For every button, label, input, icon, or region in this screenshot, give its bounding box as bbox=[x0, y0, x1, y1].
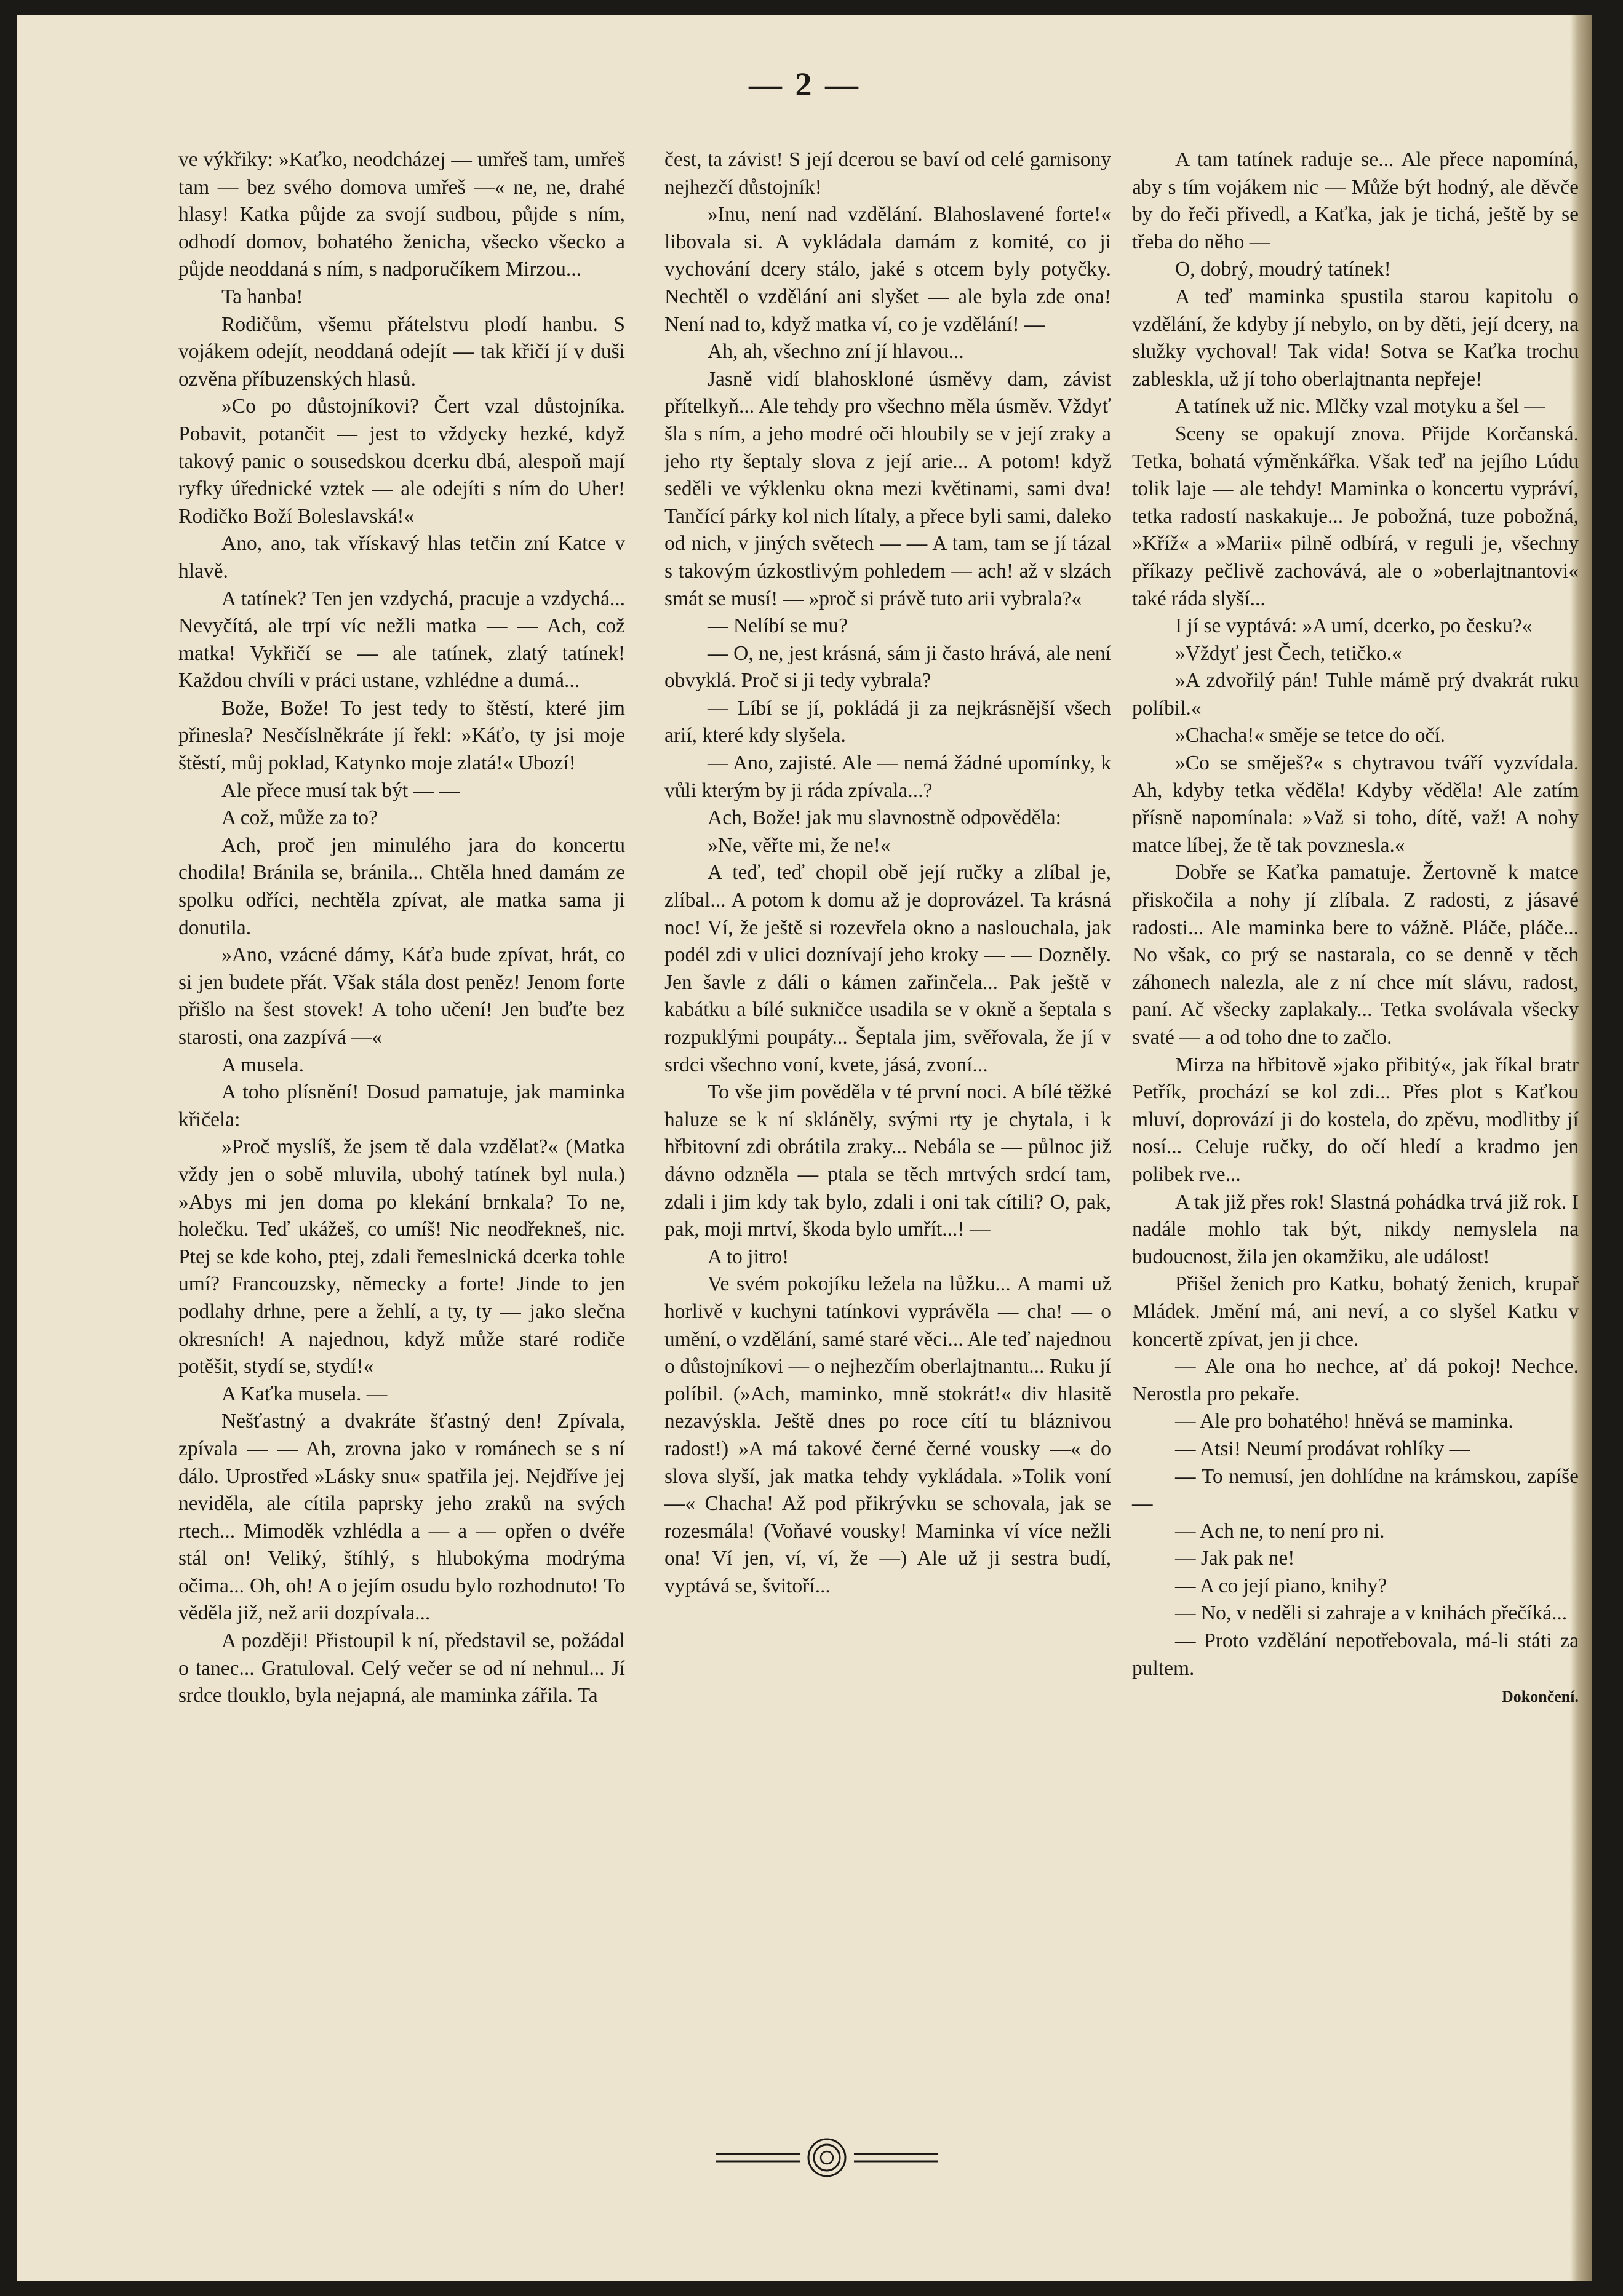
paragraph: Ah, ah, všechno zní jí hlavou... bbox=[708, 340, 964, 363]
paragraph: Ach, Bože! jak mu slavnostně odpověděla: bbox=[708, 806, 1061, 830]
paragraph: I jí se vyptává: »A umí, dcerko, po česku?« bbox=[1175, 614, 1533, 638]
paragraph: — Proto vzdělání nepotřebovala, má-li státi za pultem. bbox=[1132, 1629, 1579, 1680]
paragraph: ve výkřiky: »Kaťko, neodcházej — umřeš tam, umřeš tam — bez svého domova umřeš —« ne, ne, drahé hlasy! Katka půjde za svojí sudbou, půjde s ním, odhodí domov, bohatého ženicha, všecko všecko a půjde neoddaná s ním, s nadporučíkem Mirzou... bbox=[178, 148, 625, 281]
paragraph: »Chacha!« směje se tetce do očí. bbox=[1175, 724, 1446, 747]
paragraph: Přišel ženich pro Katku, bohatý ženich, krupař Mládek. Jmění má, ani neví, a co slyšel Katku v koncertě zpívat, jen ji chce. bbox=[1132, 1273, 1579, 1351]
paragraph: A tatínek už nic. Mlčky vzal motyku a šel — bbox=[1175, 395, 1545, 418]
paragraph: »Inu, není nad vzdělání. Blahoslavené forte!« libovala si. A vykládala damám z komité, co ji vychování dcery stálo, jaké s otcem byly potyčky. Nechtěl o vzdělání ani slyšet — ale byla zde ona! Není nad to, když matka ví, co je vzdělání! — bbox=[664, 203, 1111, 336]
paragraph: — Atsi! Neumí prodávat rohlíky — bbox=[1175, 1437, 1470, 1460]
paragraph: — Ale ona ho nechce, ať dá pokoj! Nechce. Nerostla pro pekaře. bbox=[1132, 1355, 1579, 1405]
paragraph: A což, může za to? bbox=[221, 806, 378, 830]
paragraph: A to jitro! bbox=[708, 1245, 789, 1268]
continuation-signature: Dokončení. bbox=[1502, 1688, 1579, 1706]
paragraph: Jasně vidí blahoskloné úsměvy dam, závist přítelkyň... Ale tehdy pro všechno měla úsměv. Vždyť šla s ním, a jeho modré oči hloubily se v její zraky a jeho rty šeptaly slova z její arie... A potom! když seděli ve výklenku okna mezi květinami, sami dva! Tančící párky kol nich lítaly, a přece byli sami, daleko od nich, v jiných světech — — A tam, tam se jí tázal s takovým úzkostlivým pohledem — ach! až v slzách smát se musí! — »proč si právě tuto arii vybrala?« bbox=[664, 367, 1111, 610]
end-ornament bbox=[716, 2135, 938, 2180]
paragraph: — No, v neděli si zahraje a v knihách přečíká... bbox=[1175, 1602, 1568, 1625]
paragraph: »A zdvořilý pán! Tuhle mámě prý dvakrát ruku políbil.« bbox=[1132, 669, 1579, 720]
paragraph: A Kaťka musela. — bbox=[221, 1382, 388, 1405]
paragraph: A toho plísnění! Dosud pamatuje, jak maminka křičela: bbox=[178, 1081, 625, 1131]
paragraph: »Co se směješ?« s chytravou tváří vyzvídala. Ah, kdyby tetka věděla! Kdyby věděla! Ale zatím přísně napomínala: »Važ si toho, dítě, važ! A nohy matce líbej, že tě tak povznesla.« bbox=[1132, 752, 1579, 857]
paragraph: Ve svém pokojíku ležela na lůžku... A mami už horlivě v kuchyni tatínkovi vyprávěla — cha! — o umění, o vzdělání, samé staré věci... Ale teď najednou o důstojníkovi — o nejhezčím oberlajtnantu... Ruku jí políbil. (»Ach, maminko, mně stokrát!« div hlasitě nezavýskla. Ještě dnes po roce cítí tu bláznivou radost!) »A má takové černé černé vousky —« do slova slyší, jak matka tehdy vykládala. »Tolik voní —« Chacha! Až pod přikrývku se schovala, jak se rozesmála! (Voňavé vousky! Maminka ví více nežli ona! Ví jen, ví, ví, že —) Ale už ji sestra budí, vyptává se, švitoří... bbox=[664, 1273, 1111, 1597]
paragraph: A teď maminka spustila starou kapitolu o vzdělání, že kdyby jí nebylo, on by děti, její dcery, na služky vychoval! Tak vida! Sotva se Kaťka trochu zableskla, už jí toho oberlajtnanta nepřeje! bbox=[1132, 285, 1579, 391]
newspaper-page bbox=[17, 15, 1592, 2281]
paragraph: Ano, ano, tak vřískavý hlas tetčin zní Katce v hlavě. bbox=[178, 532, 625, 582]
paragraph: Sceny se opakují znova. Přijde Korčanská. Tetka, bohatá výměnkářka. Však teď na jejího Lúdu tolik laje — ale tehdy! Maminka o koncertu vypráví, tetka radostí naskakuje... Je pobožná, tuze pobožná, »Kříž« a »Marii« pilně odbírá, v reguli je, všechny příkazy pečlivě zachovává, ale o »oberlajtnantovi« také ráda slyší... bbox=[1132, 422, 1579, 610]
text-column-right bbox=[1132, 146, 1579, 1711]
paragraph: A musela. bbox=[221, 1053, 304, 1076]
paragraph: — Líbí se jí, pokládá ji za nejkrásnější všech arií, které kdy slyšela. bbox=[664, 696, 1111, 747]
paragraph: A tam tatínek raduje se... Ale přece napomíná, aby s tím vojákem nic — Může být hodný, ale děvče by do řeči přivedl, a Kaťka, jak je tichá, ještě by se třeba do něho — bbox=[1132, 148, 1579, 253]
text-column-middle bbox=[664, 146, 1111, 1600]
paragraph: »Vždyť jest Čech, tetičko.« bbox=[1175, 642, 1402, 665]
paragraph: Ach, proč jen minulého jara do koncertu chodila! Bránila se, bránila... Chtěla hned damám ze spolku odříci, nechtěla zpívat, ale matka sama ji donutila. bbox=[178, 833, 625, 939]
paragraph: — Nelíbí se mu? bbox=[708, 614, 848, 638]
paragraph: — O, ne, jest krásná, sám ji často hrává, ale není obvyklá. Proč si ji tedy vybrala? bbox=[664, 642, 1111, 693]
paragraph: — Ale pro bohatého! hněvá se maminka. bbox=[1175, 1410, 1513, 1433]
paragraph: »Proč myslíš, že jsem tě dala vzdělat?« (Matka vždy jen o sobě mluvila, ubohý tatínek byl nula.) »Abys mi jen doma po klekání brnkala? To ne, holečku. Teď ukážeš, co umíš! Nic neodřekneš, nic. Ptej se kde koho, ptej, zdali řemeslnická dcerka tohle umí? Francouzsky, německy a forte! Jinde to jen podlahy drhne, pere a žehlí, a ty, ty — jako slečna okresních! A najednou, když může staré rodiče potěšit, stydí se, stydí!« bbox=[178, 1135, 625, 1378]
paragraph: A tak již přes rok! Slastná pohádka trvá již rok. I nadále mohlo tak být, nikdy nemyslela na budoucnost, žila jen okamžiku, ale událost! bbox=[1132, 1190, 1579, 1268]
paragraph: Bože, Bože! To jest tedy to štěstí, které jim přinesla? Nesčíslněkráte jí řekl: »Káťo, ty jsi moje štěstí, můj poklad, Katynko moje zlatá!« Ubozí! bbox=[178, 696, 625, 775]
paragraph: A později! Přistoupil k ní, představil se, požádal o tanec... Gratuloval. Celý večer se od ní nehnul... Jí srdce tlouklo, byla nejapná, ale maminka zářila. Ta bbox=[178, 1629, 625, 1707]
paragraph: — Ach ne, to není pro ni. bbox=[1175, 1519, 1385, 1543]
paragraph: Ta hanba! bbox=[221, 285, 303, 308]
paragraph: Rodičům, všemu přátelstvu plodí hanbu. S vojákem odejít, neoddaná odejít — tak křičí jí v duši ozvěna příbuzenských hlasů. bbox=[178, 312, 625, 391]
page-number: — 2 — bbox=[749, 66, 861, 103]
paragraph: To vše jim pověděla v té první noci. A bílé těžké haluze se k ní skláněly, svými rty je chytala, i k hřbitovní zdi obrátila zraky... Nebála se — půlnoc již dávno odzněla — ptala se těch mrtvých srdcí tam, zdali i jim kdy tak bylo, zdali i oni tak cítili? O, pak, pak, moji mrtví, škoda bylo umřít...! — bbox=[664, 1081, 1111, 1241]
paragraph: A tatínek? Ten jen vzdychá, pracuje a vzdychá... Nevyčítá, ale trpí víc nežli matka — — Ach, což matka! Vykřičí se — ale tatínek, zlatý tatínek! Každou chvíli v práci ustane, vzhlédne a dumá... bbox=[178, 587, 625, 693]
paragraph: — To nemusí, jen dohlídne na krámskou, zapíše — bbox=[1132, 1464, 1579, 1515]
paragraph: Nešťastný a dvakráte šťastný den! Zpívala, zpívala — — Ah, zrovna jako v románech se s ní dálo. Uprostřed »Lásky snu« spatřila jej. Nejdříve jej neviděla, ale cítila paprsky jeho zraků na svých rtech... Mimoděk vzhlédla a — a — opřen o dvéře stál on! Veliký, štíhlý, s hlubokýma modrýma očima... Oh, oh! A o jejím osudu bylo rozhodnuto! To věděla již, než arii dozpívala... bbox=[178, 1410, 625, 1625]
paragraph: — Ano, zajisté. Ale — nemá žádné upomínky, k vůli kterým by ji ráda zpívala...? bbox=[664, 752, 1111, 802]
paragraph: A teď, teď chopil obě její ručky a zlíbal je, zlíbal... A potom k domu až je doprovázel. Ta krásná noc! Ví, že ještě si rozevřela okno a naslouchala, jak podél zdi v ulici doznívají jeho kroky — — Dozněly. Jen šavle z dáli o kámen zařinčela... Pak ještě v kabátku a bílé sukničce usadila se v okně a šeptala s rozpuklými poupáty... Šeptala jim, svěřovala, že jí v srdci všechno voní, kvete, jásá, zvoní... bbox=[664, 861, 1111, 1076]
paragraph: »Co po důstojníkovi? Čert vzal důstojníka. Pobavit, potančit — jest to vždycky hezké, když takový panic o sousedskou dcerku dbá, alespoň mají ryfky úřednické vztek — ale odejíti s ním do Uher! Rodičko Boží Boleslavská!« bbox=[178, 395, 625, 528]
paragraph: O, dobrý, moudrý tatínek! bbox=[1175, 258, 1391, 281]
text-column-left bbox=[178, 146, 625, 1710]
paragraph: Dobře se Kaťka pamatuje. Žertovně k matce přiskočila a nohy jí zlíbala. Z radosti, z jásavé radosti... Ale maminka bere to vážně. Pláče, pláče... No však, co prý se nastarala, co se denně v těch záhonech nalezla, ale z ní chce mít slávu, radost, paní. Ač všecky zaplakaly... Tetka svolávala všecky svaté — a od toho dne to začlo. bbox=[1132, 861, 1579, 1049]
paragraph: Mirza na hřbitově »jako přibitý«, jak říkal bratr Petřík, prochází se kol zdi... Přes plot s Kaťkou mluví, doprovází ji do kostela, do zpěvu, modlitby jí nosí... Celuje ručky, do očí hledí a kradmo jen polibek rve... bbox=[1132, 1053, 1579, 1186]
paragraph: »Ano, vzácné dámy, Káťa bude zpívat, hrát, co si jen budete přát. Však stála dost peněz! Jenom forte přišlo na šest stovek! A toho učení! Jen buďte bez starosti, ona zazpívá —« bbox=[178, 943, 625, 1049]
paragraph: — Jak pak ne! bbox=[1175, 1547, 1295, 1570]
paragraph: Ale přece musí tak být — — bbox=[221, 779, 460, 802]
paragraph: — A co její piano, knihy? bbox=[1175, 1574, 1387, 1597]
paragraph: »Ne, věřte mi, že ne!« bbox=[708, 833, 891, 857]
paragraph: čest, ta závist! S její dcerou se baví od celé garnisony nejhezčí důstojník! bbox=[664, 148, 1111, 199]
